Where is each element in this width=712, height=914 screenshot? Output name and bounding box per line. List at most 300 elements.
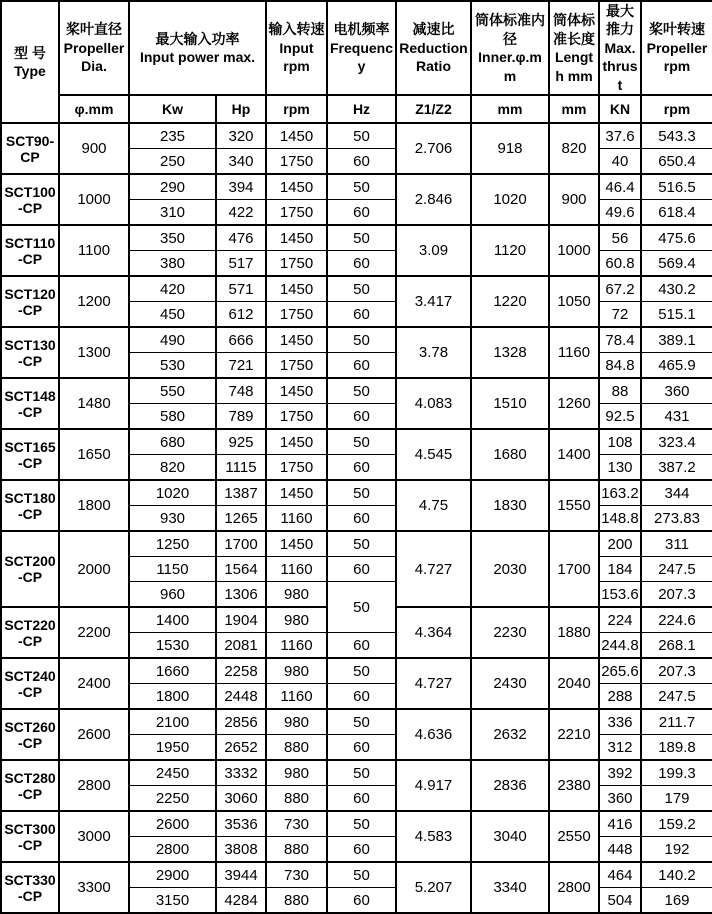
reduction-ratio-cell: 3.78 xyxy=(396,327,471,378)
header-inner-diameter-zh: 筒体标准内径 xyxy=(475,12,545,47)
table-row xyxy=(1,276,712,302)
frequency-cell: 50 xyxy=(327,429,396,455)
input-power-kw-cell: 1800 xyxy=(129,684,216,710)
header-model-type xyxy=(1,1,59,123)
propeller-dia-cell: 1100 xyxy=(59,225,129,276)
header-length-zh: 筒体标准长度 xyxy=(553,12,595,47)
table-row xyxy=(1,709,712,735)
input-rpm-cell: 1160 xyxy=(266,684,327,710)
inner-dia-cell: 1120 xyxy=(471,225,549,276)
input-rpm-cell: 1750 xyxy=(266,353,327,379)
propeller-rpm-cell: 211.7 xyxy=(641,709,712,735)
input-power-hp-cell: 3060 xyxy=(216,786,266,812)
max-thrust-cell: 153.6 xyxy=(599,582,641,608)
inner-dia-cell: 1830 xyxy=(471,480,549,531)
propeller-dia-cell: 1200 xyxy=(59,276,129,327)
propeller-rpm-cell: 199.3 xyxy=(641,760,712,786)
frequency-cell: 60 xyxy=(327,353,396,379)
input-power-hp-cell: 571 xyxy=(216,276,266,302)
inner-dia-cell: 1328 xyxy=(471,327,549,378)
reduction-ratio-cell: 4.727 xyxy=(396,658,471,709)
table-row xyxy=(1,480,712,506)
header-input-power-zh: 最大输入功率 xyxy=(155,30,240,47)
input-power-hp-cell: 1564 xyxy=(216,557,266,582)
input-rpm-cell: 1450 xyxy=(266,531,327,557)
header-propeller-dia-zh: 桨叶直径 xyxy=(66,21,122,38)
max-thrust-cell: 416 xyxy=(599,811,641,837)
model-type-cell: SCT148-CP xyxy=(1,378,59,429)
input-power-hp-cell: 517 xyxy=(216,251,266,277)
input-rpm-cell: 1750 xyxy=(266,455,327,481)
header-input-power xyxy=(129,1,266,95)
input-rpm-cell: 1450 xyxy=(266,276,327,302)
unit-kn: KN xyxy=(599,95,641,123)
inner-dia-cell: 1680 xyxy=(471,429,549,480)
length-cell: 900 xyxy=(549,174,599,225)
input-power-kw-cell: 290 xyxy=(129,174,216,200)
input-rpm-cell: 1750 xyxy=(266,302,327,328)
reduction-ratio-cell: 4.75 xyxy=(396,480,471,531)
input-power-hp-cell: 320 xyxy=(216,123,266,149)
input-rpm-cell: 1450 xyxy=(266,378,327,404)
max-thrust-cell: 448 xyxy=(599,837,641,863)
input-rpm-cell: 880 xyxy=(266,888,327,914)
length-cell: 1160 xyxy=(549,327,599,378)
max-thrust-cell: 49.6 xyxy=(599,200,641,226)
frequency-cell: 50 xyxy=(327,658,396,684)
length-cell: 2380 xyxy=(549,760,599,811)
max-thrust-cell: 56 xyxy=(599,225,641,251)
model-type-cell: SCT100-CP xyxy=(1,174,59,225)
header-propeller-rpm xyxy=(641,1,712,95)
length-cell: 2550 xyxy=(549,811,599,862)
header-row-units xyxy=(1,95,712,123)
frequency-cell: 60 xyxy=(327,251,396,277)
input-power-hp-cell: 721 xyxy=(216,353,266,379)
max-thrust-cell: 360 xyxy=(599,786,641,812)
header-max-thrust-zh: 最大推力 xyxy=(606,3,634,38)
max-thrust-cell: 60.8 xyxy=(599,251,641,277)
reduction-ratio-cell: 4.545 xyxy=(396,429,471,480)
input-rpm-cell: 980 xyxy=(266,760,327,786)
max-thrust-cell: 40 xyxy=(599,149,641,175)
max-thrust-cell: 392 xyxy=(599,760,641,786)
frequency-cell: 50 xyxy=(327,225,396,251)
max-thrust-cell: 200 xyxy=(599,531,641,557)
length-cell: 2040 xyxy=(549,658,599,709)
input-power-kw-cell: 550 xyxy=(129,378,216,404)
input-power-kw-cell: 2800 xyxy=(129,837,216,863)
input-power-kw-cell: 420 xyxy=(129,276,216,302)
input-power-kw-cell: 235 xyxy=(129,123,216,149)
input-power-kw-cell: 1950 xyxy=(129,735,216,761)
header-input-rpm xyxy=(266,1,327,95)
unit-hp: Hp xyxy=(216,95,266,123)
propeller-rpm-cell: 344 xyxy=(641,480,712,506)
input-rpm-cell: 1750 xyxy=(266,251,327,277)
input-power-hp-cell: 3808 xyxy=(216,837,266,863)
input-power-hp-cell: 476 xyxy=(216,225,266,251)
frequency-cell: 50 xyxy=(327,760,396,786)
propeller-dia-cell: 2600 xyxy=(59,709,129,760)
input-power-hp-cell: 789 xyxy=(216,404,266,430)
reduction-ratio-cell: 4.364 xyxy=(396,607,471,658)
table-header xyxy=(1,1,712,123)
header-frequency xyxy=(327,1,396,95)
input-power-hp-cell: 3332 xyxy=(216,760,266,786)
input-rpm-cell: 1450 xyxy=(266,123,327,149)
spec-table-body xyxy=(1,123,712,913)
input-power-hp-cell: 925 xyxy=(216,429,266,455)
frequency-cell: 60 xyxy=(327,684,396,710)
input-power-kw-cell: 2900 xyxy=(129,862,216,888)
model-type-cell: SCT330-CP xyxy=(1,862,59,913)
propeller-rpm-cell: 387.2 xyxy=(641,455,712,481)
max-thrust-cell: 92.5 xyxy=(599,404,641,430)
model-type-cell: SCT280-CP xyxy=(1,760,59,811)
input-rpm-cell: 880 xyxy=(266,786,327,812)
reduction-ratio-cell: 4.583 xyxy=(396,811,471,862)
input-rpm-cell: 1160 xyxy=(266,633,327,659)
reduction-ratio-cell: 2.846 xyxy=(396,174,471,225)
propeller-rpm-cell: 475.6 xyxy=(641,225,712,251)
max-thrust-cell: 224 xyxy=(599,607,641,633)
input-power-kw-cell: 680 xyxy=(129,429,216,455)
input-power-hp-cell: 340 xyxy=(216,149,266,175)
table-row xyxy=(1,811,712,837)
input-rpm-cell: 1750 xyxy=(266,404,327,430)
propeller-dia-cell: 2800 xyxy=(59,760,129,811)
header-propeller-dia xyxy=(59,1,129,95)
propeller-dia-cell: 2200 xyxy=(59,607,129,658)
input-power-hp-cell: 1387 xyxy=(216,480,266,506)
propeller-rpm-cell: 268.1 xyxy=(641,633,712,659)
input-power-hp-cell: 748 xyxy=(216,378,266,404)
propeller-dia-cell: 1000 xyxy=(59,174,129,225)
reduction-ratio-cell: 4.636 xyxy=(396,709,471,760)
reduction-ratio-cell: 3.09 xyxy=(396,225,471,276)
propeller-rpm-cell: 189.8 xyxy=(641,735,712,761)
propeller-rpm-cell: 179 xyxy=(641,786,712,812)
input-power-hp-cell: 2081 xyxy=(216,633,266,659)
max-thrust-cell: 72 xyxy=(599,302,641,328)
max-thrust-cell: 163.2 xyxy=(599,480,641,506)
inner-dia-cell: 3040 xyxy=(471,811,549,862)
table-row xyxy=(1,429,712,455)
propeller-rpm-cell: 543.3 xyxy=(641,123,712,149)
max-thrust-cell: 78.4 xyxy=(599,327,641,353)
input-power-kw-cell: 530 xyxy=(129,353,216,379)
propeller-dia-cell: 1650 xyxy=(59,429,129,480)
input-power-hp-cell: 2448 xyxy=(216,684,266,710)
length-cell: 2800 xyxy=(549,862,599,913)
frequency-cell: 60 xyxy=(327,200,396,226)
frequency-cell: 50 xyxy=(327,709,396,735)
max-thrust-cell: 108 xyxy=(599,429,641,455)
max-thrust-cell: 312 xyxy=(599,735,641,761)
header-inner-diameter xyxy=(471,1,549,95)
model-type-cell: SCT260-CP xyxy=(1,709,59,760)
header-model-type-zh: 型 号 xyxy=(14,44,46,61)
header-propeller-rpm-en: Propeller rpm xyxy=(646,39,708,75)
propeller-rpm-cell: 430.2 xyxy=(641,276,712,302)
input-rpm-cell: 980 xyxy=(266,709,327,735)
frequency-cell: 50 xyxy=(327,276,396,302)
input-power-kw-cell: 580 xyxy=(129,404,216,430)
input-rpm-cell: 980 xyxy=(266,582,327,608)
length-cell: 1260 xyxy=(549,378,599,429)
reduction-ratio-cell: 2.706 xyxy=(396,123,471,174)
frequency-cell: 50 xyxy=(327,327,396,353)
input-rpm-cell: 1750 xyxy=(266,149,327,175)
length-cell: 1700 xyxy=(549,531,599,607)
input-power-kw-cell: 1400 xyxy=(129,607,216,633)
frequency-cell: 50 xyxy=(327,582,396,633)
input-rpm-cell: 1450 xyxy=(266,429,327,455)
max-thrust-cell: 184 xyxy=(599,557,641,582)
input-power-hp-cell: 422 xyxy=(216,200,266,226)
input-power-hp-cell: 1306 xyxy=(216,582,266,608)
unit-kw: Kw xyxy=(129,95,216,123)
unit-hz: Hz xyxy=(327,95,396,123)
propeller-rpm-cell: 169 xyxy=(641,888,712,914)
table-row xyxy=(1,531,712,557)
max-thrust-cell: 288 xyxy=(599,684,641,710)
propeller-dia-cell: 2400 xyxy=(59,658,129,709)
header-input-rpm-zh: 输入转速 xyxy=(268,21,325,38)
header-reduction-ratio-en: Reduction Ratio xyxy=(399,39,468,75)
propeller-rpm-cell: 247.5 xyxy=(641,557,712,582)
inner-dia-cell: 1020 xyxy=(471,174,549,225)
propeller-rpm-cell: 516.5 xyxy=(641,174,712,200)
input-power-kw-cell: 450 xyxy=(129,302,216,328)
inner-dia-cell: 2030 xyxy=(471,531,549,607)
frequency-cell: 60 xyxy=(327,506,396,532)
header-input-power-en: Input power max. xyxy=(139,49,256,66)
input-power-kw-cell: 350 xyxy=(129,225,216,251)
max-thrust-cell: 148.8 xyxy=(599,506,641,532)
model-type-cell: SCT130-CP xyxy=(1,327,59,378)
input-rpm-cell: 1450 xyxy=(266,480,327,506)
inner-dia-cell: 918 xyxy=(471,123,549,174)
propeller-rpm-cell: 360 xyxy=(641,378,712,404)
input-power-hp-cell: 3944 xyxy=(216,862,266,888)
model-type-cell: SCT180-CP xyxy=(1,480,59,531)
table-row xyxy=(1,327,712,353)
length-cell: 1880 xyxy=(549,607,599,658)
length-cell: 1400 xyxy=(549,429,599,480)
propeller-rpm-cell: 207.3 xyxy=(641,658,712,684)
input-power-hp-cell: 1904 xyxy=(216,607,266,633)
inner-dia-cell: 2632 xyxy=(471,709,549,760)
input-rpm-cell: 1450 xyxy=(266,327,327,353)
reduction-ratio-cell: 3.417 xyxy=(396,276,471,327)
frequency-cell: 60 xyxy=(327,633,396,659)
inner-dia-cell: 3340 xyxy=(471,862,549,913)
input-rpm-cell: 730 xyxy=(266,862,327,888)
propeller-rpm-cell: 311 xyxy=(641,531,712,557)
frequency-cell: 60 xyxy=(327,404,396,430)
input-power-kw-cell: 1660 xyxy=(129,658,216,684)
model-type-cell: SCT220-CP xyxy=(1,607,59,658)
max-thrust-cell: 37.6 xyxy=(599,123,641,149)
propeller-dia-cell: 1300 xyxy=(59,327,129,378)
input-power-hp-cell: 666 xyxy=(216,327,266,353)
propeller-rpm-cell: 247.5 xyxy=(641,684,712,710)
frequency-cell: 60 xyxy=(327,455,396,481)
frequency-cell: 50 xyxy=(327,174,396,200)
frequency-cell: 60 xyxy=(327,735,396,761)
frequency-cell: 50 xyxy=(327,123,396,149)
reduction-ratio-cell: 4.917 xyxy=(396,760,471,811)
input-power-kw-cell: 380 xyxy=(129,251,216,277)
propeller-rpm-cell: 465.9 xyxy=(641,353,712,379)
propeller-dia-cell: 2000 xyxy=(59,531,129,607)
propeller-rpm-cell: 192 xyxy=(641,837,712,863)
unit-phi-mm: φ.mm xyxy=(59,95,129,123)
length-cell: 2210 xyxy=(549,709,599,760)
max-thrust-cell: 265.6 xyxy=(599,658,641,684)
input-power-kw-cell: 2450 xyxy=(129,760,216,786)
input-power-hp-cell: 4284 xyxy=(216,888,266,914)
header-row-main xyxy=(1,1,712,95)
unit-length-mm: mm xyxy=(549,95,599,123)
model-type-cell: SCT90-CP xyxy=(1,123,59,174)
max-thrust-cell: 244.8 xyxy=(599,633,641,659)
input-power-hp-cell: 2856 xyxy=(216,709,266,735)
frequency-cell: 50 xyxy=(327,531,396,557)
input-power-hp-cell: 1265 xyxy=(216,506,266,532)
header-reduction-ratio-zh: 减速比 xyxy=(412,21,455,38)
input-rpm-cell: 980 xyxy=(266,658,327,684)
propeller-dia-cell: 1480 xyxy=(59,378,129,429)
frequency-cell: 50 xyxy=(327,811,396,837)
model-type-cell: SCT165-CP xyxy=(1,429,59,480)
frequency-cell: 50 xyxy=(327,862,396,888)
input-rpm-cell: 880 xyxy=(266,735,327,761)
frequency-cell: 60 xyxy=(327,837,396,863)
input-power-kw-cell: 960 xyxy=(129,582,216,608)
frequency-cell: 50 xyxy=(327,480,396,506)
propeller-dia-cell: 3300 xyxy=(59,862,129,913)
propeller-rpm-cell: 431 xyxy=(641,404,712,430)
propeller-rpm-cell: 650.4 xyxy=(641,149,712,175)
max-thrust-cell: 130 xyxy=(599,455,641,481)
input-rpm-cell: 1450 xyxy=(266,225,327,251)
input-power-kw-cell: 1150 xyxy=(129,557,216,582)
propeller-rpm-cell: 323.4 xyxy=(641,429,712,455)
propeller-dia-cell: 1800 xyxy=(59,480,129,531)
frequency-cell: 60 xyxy=(327,888,396,914)
max-thrust-cell: 67.2 xyxy=(599,276,641,302)
unit-inner-mm: mm xyxy=(471,95,549,123)
inner-dia-cell: 2230 xyxy=(471,607,549,658)
input-power-hp-cell: 2652 xyxy=(216,735,266,761)
input-power-kw-cell: 310 xyxy=(129,200,216,226)
inner-dia-cell: 1510 xyxy=(471,378,549,429)
input-power-kw-cell: 1530 xyxy=(129,633,216,659)
input-power-hp-cell: 394 xyxy=(216,174,266,200)
propeller-dia-cell: 900 xyxy=(59,123,129,174)
inner-dia-cell: 1220 xyxy=(471,276,549,327)
input-power-kw-cell: 930 xyxy=(129,506,216,532)
header-max-thrust-en: Max. thrust xyxy=(602,39,638,93)
input-rpm-cell: 880 xyxy=(266,837,327,863)
inner-dia-cell: 2430 xyxy=(471,658,549,709)
length-cell: 820 xyxy=(549,123,599,174)
propeller-rpm-cell: 273.83 xyxy=(641,506,712,532)
header-frequency-en: Frequency xyxy=(329,39,393,75)
input-power-kw-cell: 250 xyxy=(129,149,216,175)
input-rpm-cell: 1450 xyxy=(266,174,327,200)
max-thrust-cell: 504 xyxy=(599,888,641,914)
unit-rpm: rpm xyxy=(266,95,327,123)
table-row xyxy=(1,225,712,251)
input-power-hp-cell: 612 xyxy=(216,302,266,328)
max-thrust-cell: 88 xyxy=(599,378,641,404)
unit-prop-rpm: rpm xyxy=(641,95,712,123)
model-type-cell: SCT240-CP xyxy=(1,658,59,709)
table-row xyxy=(1,760,712,786)
propeller-rpm-cell: 140.2 xyxy=(641,862,712,888)
frequency-cell: 60 xyxy=(327,786,396,812)
table-row xyxy=(1,123,712,149)
propeller-rpm-cell: 569.4 xyxy=(641,251,712,277)
header-propeller-rpm-zh: 桨叶转速 xyxy=(649,21,705,38)
propeller-dia-cell: 3000 xyxy=(59,811,129,862)
header-reduction-ratio xyxy=(396,1,471,95)
length-cell: 1000 xyxy=(549,225,599,276)
input-power-kw-cell: 490 xyxy=(129,327,216,353)
input-power-hp-cell: 1115 xyxy=(216,455,266,481)
max-thrust-cell: 464 xyxy=(599,862,641,888)
input-power-kw-cell: 820 xyxy=(129,455,216,481)
header-max-thrust xyxy=(599,1,641,95)
model-type-cell: SCT300-CP xyxy=(1,811,59,862)
table-row xyxy=(1,658,712,684)
header-model-type-en: Type xyxy=(14,63,46,80)
table-row xyxy=(1,174,712,200)
propeller-rpm-cell: 224.6 xyxy=(641,607,712,633)
unit-z1z2: Z1/Z2 xyxy=(396,95,471,123)
model-type-cell: SCT200-CP xyxy=(1,531,59,607)
model-type-cell: SCT120-CP xyxy=(1,276,59,327)
input-power-hp-cell: 3536 xyxy=(216,811,266,837)
input-rpm-cell: 730 xyxy=(266,811,327,837)
reduction-ratio-cell: 4.727 xyxy=(396,531,471,607)
input-power-kw-cell: 2100 xyxy=(129,709,216,735)
input-power-kw-cell: 1020 xyxy=(129,480,216,506)
header-length xyxy=(549,1,599,95)
input-rpm-cell: 1750 xyxy=(266,200,327,226)
length-cell: 1550 xyxy=(549,480,599,531)
input-power-hp-cell: 2258 xyxy=(216,658,266,684)
header-frequency-zh: 电机频率 xyxy=(333,21,390,38)
header-input-rpm-en: Input rpm xyxy=(279,39,314,75)
input-power-kw-cell: 3150 xyxy=(129,888,216,914)
header-length-en: Length mm xyxy=(554,49,594,84)
reduction-ratio-cell: 4.083 xyxy=(396,378,471,429)
inner-dia-cell: 2836 xyxy=(471,760,549,811)
max-thrust-cell: 84.8 xyxy=(599,353,641,379)
length-cell: 1050 xyxy=(549,276,599,327)
input-power-kw-cell: 2600 xyxy=(129,811,216,837)
frequency-cell: 50 xyxy=(327,378,396,404)
frequency-cell: 60 xyxy=(327,302,396,328)
header-inner-diameter-en: Inner.φ.mm xyxy=(478,49,542,84)
table-row xyxy=(1,378,712,404)
propeller-rpm-cell: 515.1 xyxy=(641,302,712,328)
